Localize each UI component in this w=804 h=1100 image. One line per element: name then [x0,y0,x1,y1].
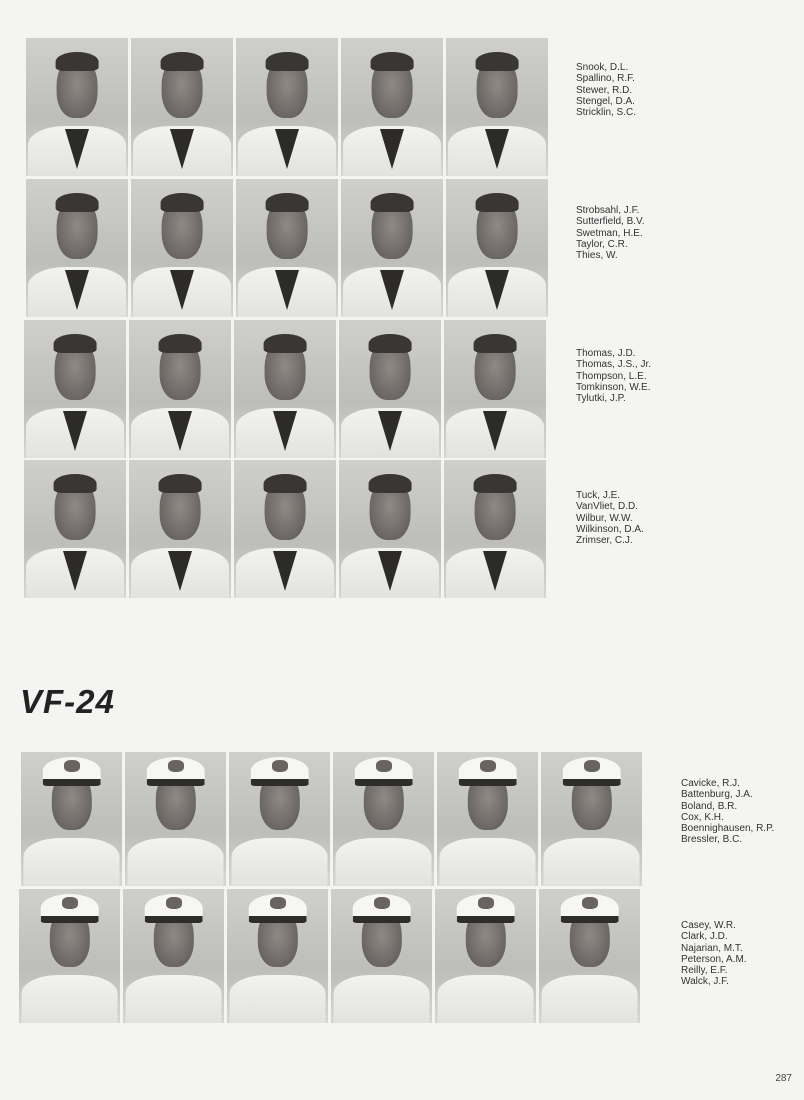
sailor-portrait [339,320,441,458]
name-entry: Spallino, R.F. [576,73,635,85]
officer-portrait [229,752,330,886]
officer-portrait [437,752,538,886]
hair [56,52,99,71]
uniform [229,975,326,1023]
enlisted-names-1 [576,62,636,118]
uniform [125,975,222,1023]
neckerchief [65,129,89,169]
sailor-portrait [26,38,128,176]
officer-portrait [541,752,642,886]
sailor-portrait [236,38,338,176]
uniform [231,838,328,886]
uniform [127,838,224,886]
cap-badge [272,760,288,772]
name-entry: Tuck, J.E. [576,490,621,501]
hair [159,474,202,493]
name-entry: Zrimser, C.J. [576,535,633,547]
cap-badge [64,760,80,772]
neckerchief [273,411,297,451]
enlisted-row-1 [26,38,548,176]
neckerchief [380,270,404,310]
hair [264,474,307,493]
neckerchief [483,411,507,451]
officer-portrait [539,889,640,1023]
officer-names-2 [681,920,747,988]
name-entry: Cox, K.H. [681,811,724,823]
name-entry: Bressler, B.C. [681,834,743,846]
uniform [335,838,432,886]
hair [54,334,97,353]
hair [266,193,309,212]
sailor-portrait [341,179,443,317]
name-entry: Peterson, A.M. [681,953,747,965]
name-entry: Thompson, L.E. [576,370,647,382]
cap-badge [582,897,598,909]
name-entry: VanVliet, D.D. [576,501,639,513]
sailor-portrait [24,460,126,598]
hair [476,193,519,212]
cap-badge [62,897,78,909]
name-entry: Strobsahl, J.F. [576,205,640,216]
name-entry: Stricklin, S.C. [576,107,637,119]
officer-portrait [125,752,226,886]
officer-row-1 [21,752,642,886]
hair [266,52,309,71]
neckerchief [378,551,402,591]
sailor-portrait [129,320,231,458]
officer-portrait [333,752,434,886]
sailor-portrait [444,320,546,458]
hair [161,52,204,71]
name-entry: Wilkinson, D.A. [576,523,644,535]
sailor-portrait [131,38,233,176]
name-entry: Boland, B.R. [681,800,738,812]
name-entry: Tylutki, J.P. [576,393,626,405]
neckerchief [485,129,509,169]
hair [369,474,412,493]
cap-badge [376,760,392,772]
enlisted-names-2 [576,205,645,261]
hair [474,334,517,353]
name-entry: Battenburg, J.A. [681,789,753,801]
uniform [439,838,536,886]
officer-portrait [123,889,224,1023]
sailor-portrait [26,179,128,317]
hair [371,52,414,71]
neckerchief [170,270,194,310]
hair [54,474,97,493]
hair [476,52,519,71]
cap-badge [166,897,182,909]
hair [56,193,99,212]
enlisted-row-2 [26,179,548,317]
hair [369,334,412,353]
sailor-portrait [444,460,546,598]
name-entry: Thomas, J.D. [576,348,636,359]
neckerchief [168,551,192,591]
hair [474,474,517,493]
section-title: VF-24 [20,683,115,720]
sailor-portrait [236,179,338,317]
name-entry: Swetman, H.E. [576,227,643,239]
name-entry: Reilly, E.F. [681,965,728,977]
neckerchief [380,129,404,169]
hair [371,193,414,212]
neckerchief [65,270,89,310]
name-entry: Snook, D.L. [576,62,629,73]
name-entry: Wilbur, W.W. [576,512,633,524]
uniform [21,975,118,1023]
name-entry: Sutterfield, B.V. [576,216,645,228]
name-entry: Najarian, M.T. [681,942,743,954]
cap-badge [374,897,390,909]
sailor-portrait [131,179,233,317]
neckerchief [63,551,87,591]
enlisted-row-3 [24,320,546,458]
cap-badge [270,897,286,909]
officer-portrait [435,889,536,1023]
sailor-portrait [341,38,443,176]
name-entry: Casey, W.R. [681,920,736,931]
officer-row-2 [19,889,640,1023]
hair [159,334,202,353]
hair [161,193,204,212]
cap-badge [584,760,600,772]
neckerchief [275,129,299,169]
page-number: 287 [775,1073,792,1084]
sailor-portrait [446,38,548,176]
cap-badge [478,897,494,909]
name-entry: Boennighausen, R.P. [681,823,775,835]
name-entry: Taylor, C.R. [576,238,628,250]
name-entry: Stengel, D.A. [576,95,635,107]
name-entry: Walck, J.F. [681,976,729,988]
neckerchief [63,411,87,451]
name-entry: Cavicke, R.J. [681,778,740,789]
uniform [437,975,534,1023]
cap-badge [168,760,184,772]
neckerchief [275,270,299,310]
hair [264,334,307,353]
name-entry: Thies, W. [576,250,618,262]
enlisted-row-4 [24,460,546,598]
officer-portrait [21,752,122,886]
enlisted-names-4 [576,490,644,546]
neckerchief [168,411,192,451]
sailor-portrait [24,320,126,458]
name-entry: Tomkinson, W.E. [576,381,651,393]
sailor-portrait [234,320,336,458]
neckerchief [483,551,507,591]
sailor-portrait [446,179,548,317]
neckerchief [485,270,509,310]
neckerchief [378,411,402,451]
sailor-portrait [129,460,231,598]
officer-names-1 [681,778,774,846]
cap-badge [480,760,496,772]
uniform [543,838,640,886]
name-entry: Clark, J.D. [681,931,728,943]
uniform [541,975,638,1023]
name-entry: Stewer, R.D. [576,84,633,96]
neckerchief [170,129,194,169]
officer-portrait [331,889,432,1023]
enlisted-names-3 [576,348,651,404]
officer-portrait [227,889,328,1023]
officer-portrait [19,889,120,1023]
name-entry: Thomas, J.S., Jr. [576,359,652,371]
uniform [333,975,430,1023]
sailor-portrait [234,460,336,598]
uniform [23,838,120,886]
neckerchief [273,551,297,591]
sailor-portrait [339,460,441,598]
